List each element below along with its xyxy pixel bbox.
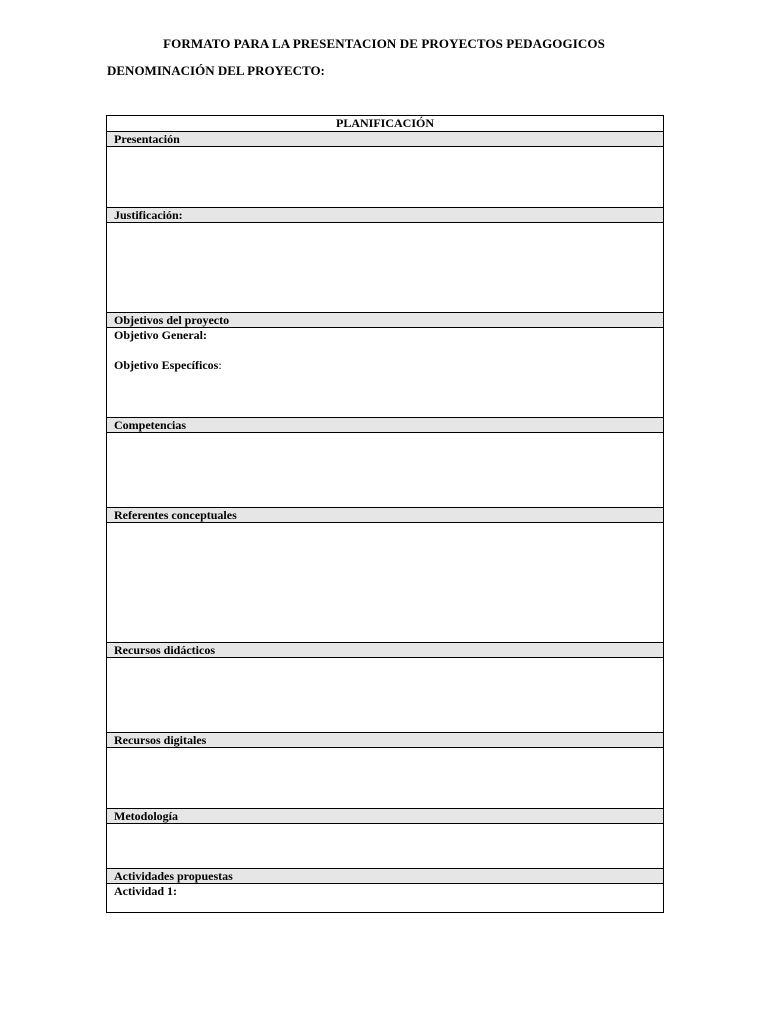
competencias-label: Competencias xyxy=(107,418,664,433)
section-body-actividades xyxy=(107,884,664,913)
section-header-referentes xyxy=(107,508,664,523)
actividades-label: Actividades propuestas xyxy=(107,869,664,884)
section-header-justificacion xyxy=(107,208,664,223)
project-name-label: DENOMINACIÓN DEL PROYECTO: xyxy=(107,63,325,78)
objetivos-content[interactable] xyxy=(107,328,664,418)
table-title-row xyxy=(107,116,664,132)
section-body-objetivos xyxy=(107,328,664,418)
section-header-objetivos xyxy=(107,313,664,328)
recursos-digitales-content[interactable] xyxy=(107,748,664,809)
planning-table xyxy=(106,115,664,913)
table-title: PLANIFICACIÓN xyxy=(107,116,664,132)
section-body-presentacion xyxy=(107,147,664,208)
section-header-recursos-digitales xyxy=(107,733,664,748)
recursos-didacticos-label: Recursos didácticos xyxy=(107,643,664,658)
section-body-competencias xyxy=(107,433,664,508)
referentes-label: Referentes conceptuales xyxy=(107,508,664,523)
section-body-recursos-didacticos xyxy=(107,658,664,733)
justificacion-label: Justificación: xyxy=(107,208,664,223)
actividad-1-label: Actividad 1: xyxy=(114,884,177,898)
recursos-digitales-label: Recursos digitales xyxy=(107,733,664,748)
metodologia-label: Metodología xyxy=(107,809,664,824)
objetivo-especificos-colon: : xyxy=(218,358,222,372)
objetivo-general-label: Objetivo General: xyxy=(114,328,207,342)
section-body-referentes xyxy=(107,523,664,643)
objetivos-label: Objetivos del proyecto xyxy=(107,313,664,328)
recursos-didacticos-content[interactable] xyxy=(107,658,664,733)
section-header-competencias xyxy=(107,418,664,433)
section-header-recursos-didacticos xyxy=(107,643,664,658)
competencias-content[interactable] xyxy=(107,433,664,508)
actividades-content[interactable] xyxy=(107,884,664,913)
objetivo-especificos-line xyxy=(114,358,656,372)
section-body-recursos-digitales xyxy=(107,748,664,809)
section-header-metodologia xyxy=(107,809,664,824)
objetivo-spacer xyxy=(114,342,656,358)
objetivo-especificos-label: Objetivo Específicos xyxy=(114,358,219,372)
presentacion-label: Presentación xyxy=(107,132,664,147)
metodologia-content[interactable] xyxy=(107,824,664,869)
presentacion-content[interactable] xyxy=(107,147,664,208)
section-header-presentacion xyxy=(107,132,664,147)
section-body-justificacion xyxy=(107,223,664,313)
document-title: FORMATO PARA LA PRESENTACION DE PROYECTOS PEDAGOGICOS xyxy=(163,36,605,51)
section-body-metodologia xyxy=(107,824,664,869)
section-header-actividades xyxy=(107,869,664,884)
justificacion-content[interactable] xyxy=(107,223,664,313)
referentes-content[interactable] xyxy=(107,523,664,643)
